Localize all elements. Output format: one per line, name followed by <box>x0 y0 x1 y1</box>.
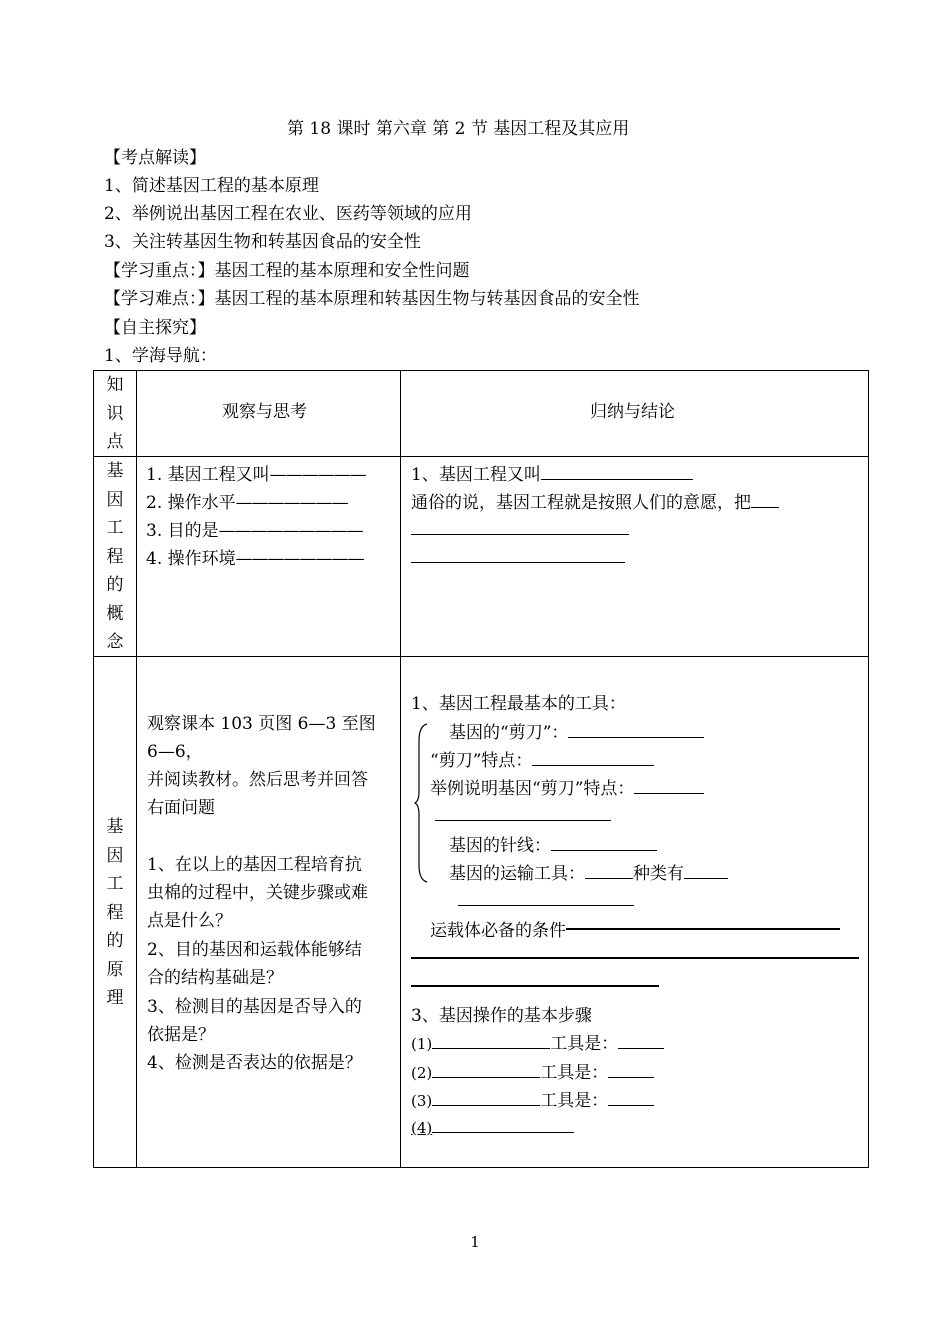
step-4: (4) <box>411 1114 574 1137</box>
vector-blank-1 <box>411 944 859 964</box>
row1-observe-3: 3. 目的是————————— <box>146 521 363 541</box>
row2-observe-intro-1: 观察课本 103 页图 6—3 至图 <box>147 714 376 734</box>
row2-question-line-7: 依据是？ <box>147 1025 215 1045</box>
scissors-example-blank <box>435 802 611 826</box>
header-observe: 观察与思考 <box>222 402 307 422</box>
kaodian-item-3: 3、关注转基因生物和转基因食品的安全性 <box>104 232 421 252</box>
tools-heading: 1、基因工程最基本的工具： <box>411 694 626 714</box>
step-2: (2) 工具是： <box>411 1058 654 1083</box>
vector-blank-2 <box>411 972 659 992</box>
study-difficulty: 【学习难点：】基因工程的基本原理和转基因生物与转基因食品的安全性 <box>104 289 640 309</box>
header-knowledge-point: 知 识 点 <box>106 375 124 452</box>
page-number: 1 <box>470 1233 480 1251</box>
row2-label: 基 因 工 程 的 原 理 <box>106 817 124 1008</box>
scissors-example-line: 举例说明基因“剪刀”特点： <box>430 774 704 799</box>
row1-observe-2: 2. 操作水平——————— <box>146 493 348 513</box>
row2-observe-intro-4: 右面问题 <box>147 798 215 818</box>
page-title: 第 18 课时 第六章 第 2 节 基因工程及其应用 <box>287 119 630 139</box>
step-1: (1) 工具是： <box>411 1029 664 1054</box>
row2-question-line-4: 2、目的基因和运载体能够结 <box>147 940 362 960</box>
row1-observe-1: 1. 基因工程又叫—————— <box>146 465 366 485</box>
study-focus: 【学习重点：】基因工程的基本原理和安全性问题 <box>104 261 470 281</box>
transport-line: 基因的运输工具： 种类有 <box>449 859 728 884</box>
row1-conclude-2: 通俗的说，基因工程就是按照人们的意愿，把 <box>411 488 779 513</box>
kaodian-item-2: 2、举例说出基因工程在农业、医药等领域的应用 <box>104 204 472 224</box>
row2-question-line-1: 1、在以上的基因工程培育抗 <box>147 855 362 875</box>
row1-blank-line-2 <box>411 544 625 568</box>
row1-label: 基 因 工 程 的 概 念 <box>106 461 124 652</box>
scissors-line: 基因的“剪刀”： <box>449 718 704 743</box>
row1-conclude-1: 1、基因工程又叫 <box>411 460 693 485</box>
xuehai-label: 1、学海导航： <box>104 346 217 366</box>
row1-blank-line-1 <box>411 516 629 540</box>
row2-question-line-6: 3、检测目的基因是否导入的 <box>147 997 362 1017</box>
guide-table <box>93 370 869 1168</box>
row2-observe-intro-3: 并阅读教材。然后思考并回答 <box>147 770 368 790</box>
row1-observe-4: 4. 操作环境———————— <box>146 549 364 569</box>
transport-blank <box>458 887 634 911</box>
vector-condition-line: 运载体必备的条件 <box>430 916 840 941</box>
steps-heading: 3、基因操作的基本步骤 <box>411 1006 592 1026</box>
kaodian-item-1: 1、简述基因工程的基本原理 <box>104 176 319 196</box>
scissors-feature-line: “剪刀”特点： <box>430 746 654 771</box>
brace-icon <box>414 723 428 883</box>
row2-question-line-2: 虫棉的过程中，关键步骤或难 <box>147 883 368 903</box>
kaodian-heading: 【考点解读】 <box>104 148 206 168</box>
row2-question-line-3: 点是什么？ <box>147 911 232 931</box>
row2-observe-intro-2: 6—6， <box>147 742 203 762</box>
step-3: (3) 工具是： <box>411 1086 654 1111</box>
self-explore-heading: 【自主探究】 <box>104 318 206 338</box>
needle-line: 基因的针线： <box>449 831 657 856</box>
row2-question-line-8: 4、检测是否表达的依据是？ <box>147 1053 362 1073</box>
header-conclude: 归纳与结论 <box>590 402 675 422</box>
row2-question-line-5: 合的结构基础是？ <box>147 968 283 988</box>
